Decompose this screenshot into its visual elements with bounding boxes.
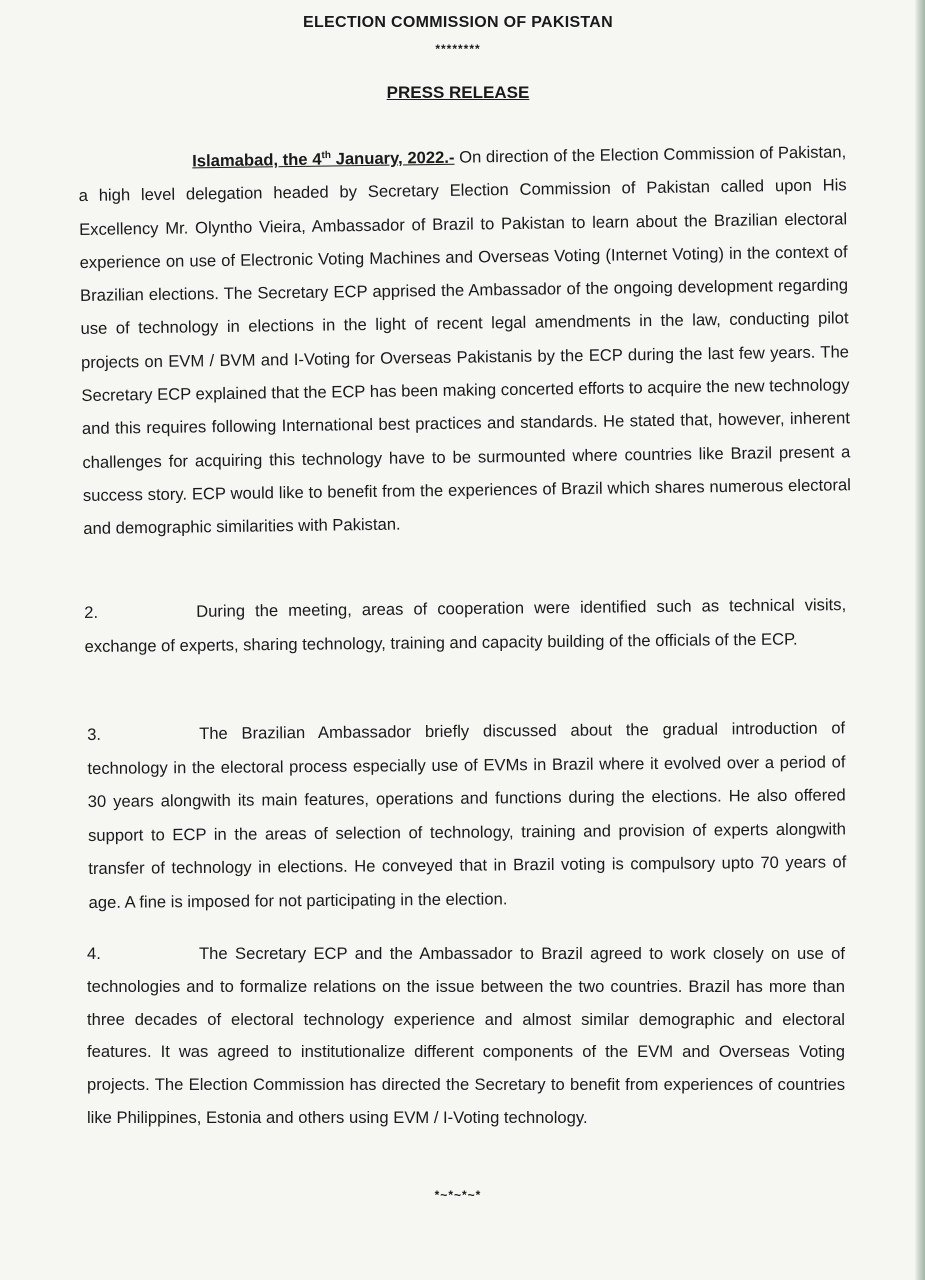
dateline-ordinal: th — [321, 149, 331, 162]
paragraph-indent — [78, 166, 192, 168]
paragraph-1 — [78, 135, 852, 545]
document-title: PRESS RELEASE — [386, 83, 530, 102]
page-edge — [915, 0, 925, 1280]
dateline-prefix: Islamabad, the 4 — [192, 149, 322, 171]
paragraph-4-text: The Secretary ECP and the Ambassador to Brazil agreed to work closely on use of technologies and to formalize relations on the issue between the two countries. Brazil has more than three decades of electoral technology experience and almost similar demographic and electoral features. It was agreed to institutionalize different components of the EVM and Overseas Voting projects. The Election Commission has directed the Secretary to benefit from experiences of countries like Philippines, Estonia and others using EVM / I-Voting technology. — [87, 944, 845, 1127]
paragraph-4 — [87, 938, 845, 1135]
dateline-suffix: January, 2022.- — [330, 147, 455, 169]
paragraph-1-text: On direction of the Election Commission of Pakistan, a high level delegation headed by Secretary Election Commission of Pakistan called upon His Excellency Mr. Olyntho Vieira, Ambassador of Brazil to Pakistan to learn about the Brazilian electoral experience on use of Electronic Voting Machines and Overseas Voting (Internet Voting) in the context of Brazilian elections. The Secretary ECP apprised the Ambassador of the ongoing development regarding use of technology in elections in the light of recent legal amendments in the law, conducting pilot projects on EVM / BVM and I-Voting for Overseas Pakistanis by the ECP during the last few years. The Secretary ECP explained that the ECP has been making concerted efforts to acquire the new technology and this requires following International best practices and standards. He stated that, however, inherent challenges for acquiring this technology have to be surmounted where countries like Brazil present a success story. ECP would like to benefit from the experiences of Brazil which shares numerous electoral and demographic similarities with Pakistan. — [78, 142, 851, 539]
organization-heading: ELECTION COMMISSION OF PAKISTAN — [302, 14, 614, 31]
paragraph-number: 4. — [87, 944, 101, 963]
paragraph-2-text: During the meeting, areas of cooperation were identified such as technical visits, exchange of experts, sharing technology, training and capacity building of the officials of the ECP. — [84, 595, 847, 656]
paragraph-3 — [87, 711, 847, 919]
paragraph-number: 3. — [87, 724, 102, 744]
paragraph-3-text: The Brazilian Ambassador briefly discussed about the gradual introduction of technology in the electoral process especially use of EVMs in Brazil where it evolved over a period of 30 years alongwith its main features, operations and functions during the elections. He also offered support to ECP in the areas of selection of technology, training and provision of experts alongwith transfer of technology in elections. He conveyed that in Brazil voting is compulsory upto 70 years of age. A fine is imposed for not participating in the election. — [87, 718, 847, 912]
dateline — [192, 148, 454, 171]
paragraph-number: 2. — [84, 602, 99, 622]
end-mark: *~*~*~* — [434, 1188, 482, 1202]
press-release-document — [78, 0, 851, 1280]
paragraph-2 — [84, 588, 847, 664]
heading-separator: ******** — [435, 42, 481, 56]
